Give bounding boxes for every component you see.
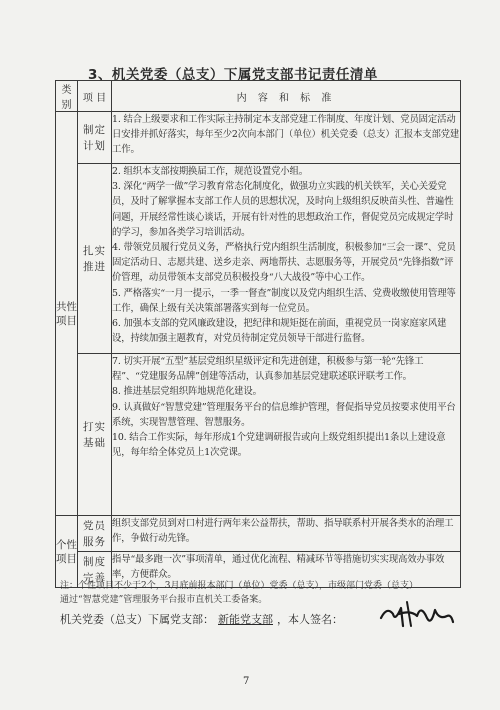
table-header-row <box>56 81 461 112</box>
table-row <box>56 164 461 354</box>
duty-list-table <box>55 80 461 588</box>
content-paragraph: 5. 严格落实“一月一提示，一季一督查”制度以及党内组织生活、党费收缴使用管理等工作，确保上级有关决策部署落实到每一位党员。 <box>112 287 456 314</box>
category-special-label: 个性项目 <box>56 538 77 565</box>
category-common <box>56 112 78 516</box>
signature-line <box>60 611 343 627</box>
category-common-label: 共性项目 <box>56 300 77 327</box>
content-paragraph: 9. 认真做好“智慧党建”管理服务平台的信息维护管理，督促指导党员按要求使用平台系统，实现智慧管理、智慧服务。 <box>112 401 456 428</box>
row-content <box>112 164 461 354</box>
table-row <box>56 112 461 164</box>
row-content <box>112 516 461 552</box>
row-item: 打实基础 <box>78 354 112 516</box>
content-paragraph: 4. 带领党员履行党员义务，严格执行党内组织生活制度，积极参加“三会一课”、党员固定活动日、志愿共建、送乡走亲、两地帮扶、志愿服务等，开展党员“先锋指数”评价管理，动员带领本支部党员积极投身“八大战役”等中心工作。 <box>112 242 456 284</box>
page-title: 3、机关党委（总支）下属党支部书记责任清单 <box>88 67 378 83</box>
content-paragraph: 指导“最多跑一次”事项清单，通过优化流程、精减环节等措施切实实现高效办事效率，方便群众。 <box>112 554 445 581</box>
content-paragraph: 7. 切实开展“五型”基层党组织星级评定和先进创建，积极参与第一轮“先锋工程”、“党建服务品牌”创建等活动，认真参加基层党建联述联评联考工作。 <box>112 356 424 383</box>
header-category: 类 别 <box>56 81 78 112</box>
content-paragraph: 3. 深化“两学一做”学习教育常态化制度化，做强功立实践的机关铁军，关心关爱党员，及时了解掌握本支部工作人员的思想状况，及时向上级组织反映苗头性、普遍性问题，开展经常性谈心谈话，开展有针对性的思想政治工作，督促党员完成规定学时的学习，参加各类学习培训活动。 <box>112 181 454 238</box>
header-content: 内 容 和 标 准 <box>112 81 461 112</box>
page-number: 7 <box>243 676 250 687</box>
category-special <box>56 516 78 588</box>
sign-name-label: ，本人签名： <box>277 613 343 626</box>
handwritten-signature <box>377 596 457 632</box>
table-row <box>56 354 461 516</box>
content-paragraph: 8. 推进基层党组织阵地规范化建设。 <box>112 386 262 398</box>
header-item: 项 目 <box>78 81 112 112</box>
content-paragraph: 2. 组织本支部按期换届工作，规范设置党小组。 <box>112 166 308 177</box>
content-paragraph: 1. 结合上级要求和工作实际主持制定本支部党建工作制度、年度计划、党员固定活动日安排并抓好落实，每年至少2次向本部门（单位）机关党委（总支）汇报本支部党建工作。 <box>112 114 460 156</box>
row-content <box>112 112 461 164</box>
footnote-line-2: 通过“智慧党建”管理服务平台报市直机关工委备案。 <box>60 595 268 605</box>
branch-name: 新能党支部 <box>218 613 273 626</box>
row-content <box>112 354 461 516</box>
content-paragraph: 10. 结合工作实际，每年形成1个党建调研报告或向上级党组织提出1条以上建设意见，每年给全体党员上1次党课。 <box>112 432 446 459</box>
content-paragraph: 6. 加强本支部的党风廉政建设，把纪律和规矩挺在前面，重视党员一岗家庭家风建设，持续加强主题教育，对党员待制定党员领导干部进行监督。 <box>112 318 447 345</box>
row-item: 扎实推进 <box>78 164 112 354</box>
footnote-line-1: 注：个性项目不少于2个，3月底前报本部门（单位）党委（总支），市级部门党委（总支） <box>60 581 418 591</box>
row-item: 党员服务 <box>78 516 112 552</box>
row-item: 制度完善 <box>78 552 112 588</box>
row-item: 制定计划 <box>78 112 112 164</box>
content-paragraph: 组织支部党员到对口村进行两年来公益帮扶，帮助、指导联系村开展各类水的治理工作，争做行动先锋。 <box>112 518 454 545</box>
sign-label: 机关党委（总支）下属党支部： <box>60 613 214 626</box>
table-row <box>56 516 461 552</box>
